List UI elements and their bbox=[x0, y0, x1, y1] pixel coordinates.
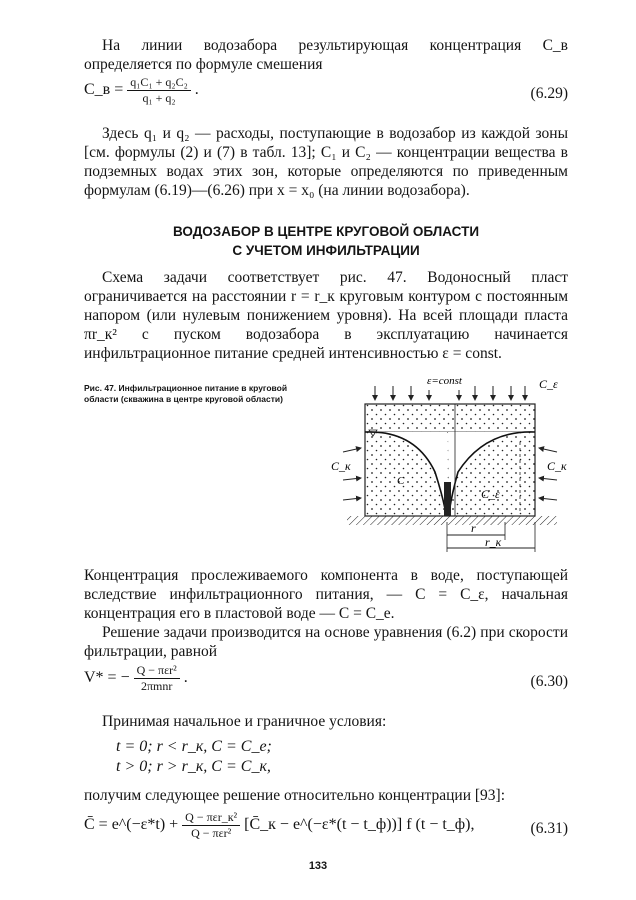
paragraph-solution: Решение задачи производится на основе уравнения (6.2) при скорости фильтрации, равной bbox=[84, 624, 568, 660]
figure-caption: Рис. 47. Инфильтрационное питание в круговой области (скважина в центре круговой области) bbox=[84, 383, 288, 404]
eq-tail: . bbox=[194, 81, 199, 99]
equation-number: (6.31) bbox=[530, 820, 568, 837]
ck-left-label: C_к bbox=[331, 459, 351, 473]
r-label: r bbox=[471, 521, 476, 535]
eq-fraction bbox=[182, 810, 240, 841]
equation-6-29 bbox=[84, 75, 568, 115]
c-right-label: C_ε bbox=[481, 487, 500, 501]
eq-numerator: Q − πεr² bbox=[134, 663, 180, 679]
equation-6-31 bbox=[84, 810, 568, 850]
eq-denominator: q₁ + q₂ bbox=[142, 91, 176, 105]
eq-lhs: C̄ = e^(−ε*t) + bbox=[84, 816, 179, 834]
eq-fraction bbox=[134, 663, 180, 694]
figure-47 bbox=[325, 372, 570, 572]
eq-numerator: q₁C₁ + q₂C₂ bbox=[127, 75, 191, 91]
c-left-label: C bbox=[397, 475, 405, 487]
equation-number: (6.30) bbox=[530, 673, 568, 690]
eq-numerator: Q − πεr_к² bbox=[182, 810, 240, 826]
eq-tail: [C̄_к − e^(−ε*(t − t_ф))] f (t − t_ф), bbox=[244, 816, 475, 834]
eq-tail: . bbox=[183, 669, 188, 687]
paragraph-conditions: Принимая начальное и граничное условия: bbox=[102, 713, 387, 730]
paragraph-mixing-intro: На линии водозабора результирующая концентрация C_в определяется по формуле смешения bbox=[84, 37, 568, 73]
paragraph-concentration: Концентрация прослеживаемого компонента в воде, поступающей вследствие инфильтрационного питания, — C = C_ε, начальная концентрация его в пластовой воде — C = C_e. bbox=[84, 567, 568, 622]
heading-line-1: ВОДОЗАБОР В ЦЕНТРЕ КРУГОВОЙ ОБЛАСТИ bbox=[172, 224, 480, 239]
heading-line-2: С УЧЕТОМ ИНФИЛЬТРАЦИИ bbox=[232, 243, 420, 258]
well-screen bbox=[444, 482, 451, 516]
eps-label: ε=const bbox=[427, 375, 462, 387]
eq-denominator: Q − πεr² bbox=[191, 826, 232, 840]
impermeable-base bbox=[347, 516, 557, 525]
paragraph-result: получим следующее решение относительно концентрации [93]: bbox=[84, 787, 506, 804]
paragraph-scheme: Схема задачи соответствует рис. 47. Водоносный пласт ограничивается на расстоянии r = r_к круговым контуром с постоянным напором (или нулевым понижением уровня). На всей площади пласта πr_к² с пуском водозабора в эксплуатацию начинается инфильтрационное питание средней интенсивностью ε = const. bbox=[84, 269, 568, 362]
infiltration-arrows bbox=[375, 386, 525, 400]
condition-initial: t = 0; r < r_к, C = C_e; bbox=[116, 738, 272, 755]
eq-denominator: 2πmnr bbox=[140, 679, 173, 693]
page-number: 133 bbox=[308, 860, 328, 872]
eq-lhs: C_в = bbox=[84, 81, 124, 99]
eq-fraction bbox=[127, 75, 191, 106]
equation-6-30 bbox=[84, 663, 568, 703]
equation-number: (6.29) bbox=[530, 85, 568, 102]
ce-top-label: C_ε bbox=[539, 377, 558, 391]
ck-right-label: C_к bbox=[547, 459, 567, 473]
paragraph-where: Здесь q₁ и q₂ — расходы, поступающие в водозабор из каждой зоны [см. формулы (2) и (7) в табл. 13]; C₁ и C₂ — концентрации вещества в подземных водах этих зон, которые определяются по приведенным формулам (6.19)—(6.26) при x = x₀ (на линии водозабора). bbox=[84, 125, 568, 199]
condition-boundary: t > 0; r > r_к, C = C_к, bbox=[116, 758, 271, 775]
section-heading bbox=[84, 222, 568, 260]
rk-label: r_к bbox=[485, 535, 502, 549]
eq-lhs: V* = − bbox=[84, 669, 130, 687]
